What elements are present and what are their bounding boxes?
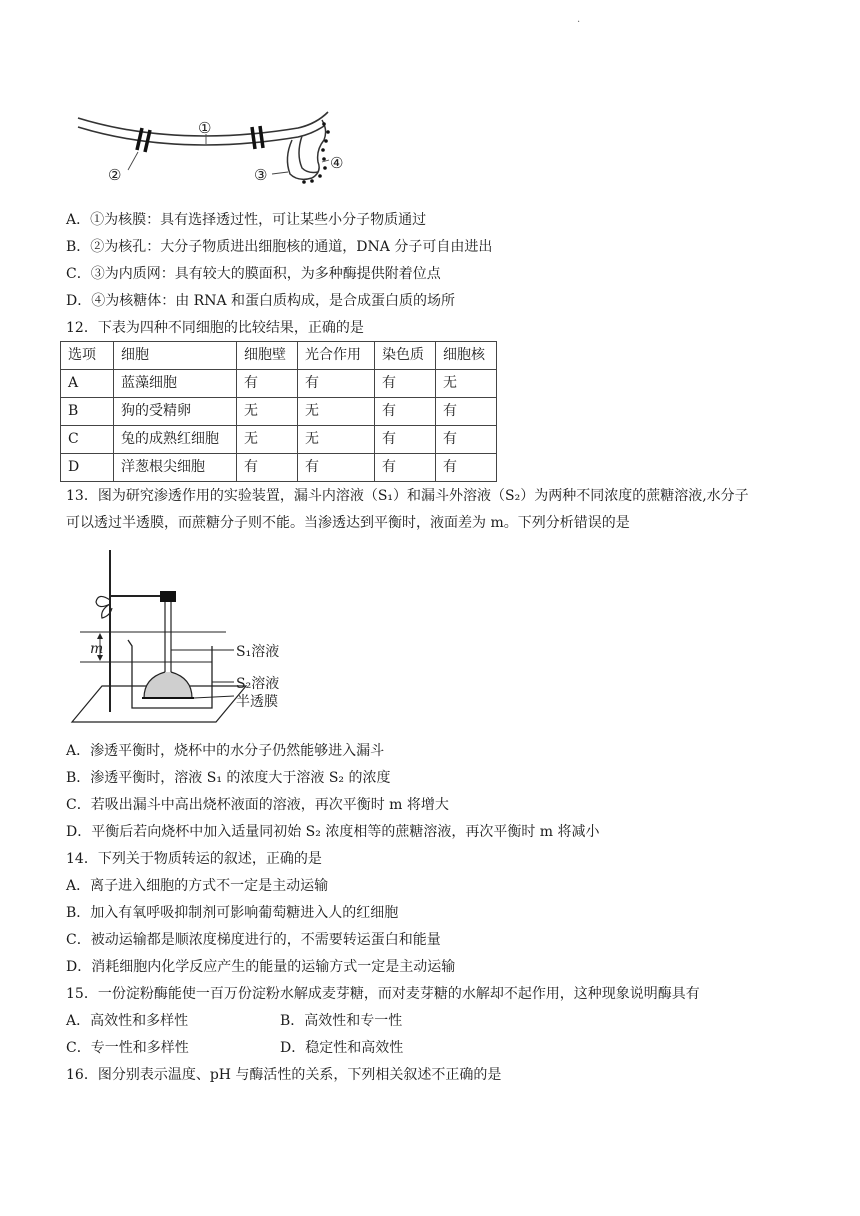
q14-option-c: C．被动运输都是顺浓度梯度进行的，不需要转运蛋白和能量	[66, 932, 441, 948]
table-row	[61, 370, 497, 398]
q15-option-d: D．稳定性和高效性	[280, 1040, 404, 1056]
table-cell: 无	[237, 426, 298, 454]
q13-option-b: B．渗透平衡时，溶液 S₁ 的浓度大于溶液 S₂ 的浓度	[66, 770, 391, 786]
q11-option-a: A．①为核膜：具有选择透过性，可让某些小分子物质通过	[66, 212, 427, 228]
table-row	[61, 426, 497, 454]
table-cell: A	[61, 370, 114, 398]
table-cell: B	[61, 398, 114, 426]
q13-option-a: A．渗透平衡时，烧杯中的水分子仍然能够进入漏斗	[66, 743, 385, 759]
table-cell: 有	[237, 370, 298, 398]
table-cell: 兔的成熟红细胞	[114, 426, 237, 454]
table-cell: 有	[375, 454, 436, 482]
q14-stem: 14．下列关于物质转运的叙述，正确的是	[66, 851, 322, 867]
q15-option-c: C．专一性和多样性	[66, 1040, 189, 1056]
q13-option-c: C．若吸出漏斗中高出烧杯液面的溶液，再次平衡时 m 将增大	[66, 797, 449, 813]
q14-option-d: D．消耗细胞内化学反应产生的能量的运输方式一定是主动运输	[66, 959, 456, 975]
table-header-cell: 细胞核	[436, 342, 497, 370]
table-cell: 有	[298, 370, 375, 398]
table-header-cell: 染色质	[375, 342, 436, 370]
table-cell: 洋葱根尖细胞	[114, 454, 237, 482]
table-header-cell: 细胞	[114, 342, 237, 370]
m-label: m	[90, 641, 104, 657]
table-cell: 有	[298, 454, 375, 482]
table-cell: C	[61, 426, 114, 454]
label-3: ③	[254, 166, 268, 184]
table-header-row	[61, 342, 497, 370]
table-header-cell: 细胞壁	[237, 342, 298, 370]
q16-stem: 16．图分别表示温度、pH 与酶活性的关系，下列相关叙述不正确的是	[66, 1067, 502, 1083]
q15-option-b: B．高效性和专一性	[280, 1013, 403, 1029]
table-cell: D	[61, 454, 114, 482]
q12-stem: 12．下表为四种不同细胞的比较结果，正确的是	[66, 320, 364, 336]
q13-stem-line2: 可以透过半透膜，而蔗糖分子则不能。当渗透达到平衡时，液面差为 m。下列分析错误的是	[66, 515, 630, 531]
s2-label: S₂溶液	[236, 676, 280, 692]
label-2: ②	[108, 166, 122, 184]
table-row	[61, 398, 497, 426]
table-cell: 无	[298, 426, 375, 454]
cell-comparison-table	[60, 341, 497, 482]
q13-option-d: D．平衡后若向烧杯中加入适量同初始 S₂ 浓度相等的蔗糖溶液，再次平衡时 m 将减小	[66, 824, 600, 840]
label-4: ④	[330, 154, 344, 172]
table-cell: 有	[375, 426, 436, 454]
table-cell: 狗的受精卵	[114, 398, 237, 426]
table-cell: 无	[298, 398, 375, 426]
table-cell: 有	[436, 426, 497, 454]
q11-option-d: D．④为核糖体：由 RNA 和蛋白质构成，是合成蛋白质的场所	[66, 293, 456, 309]
table-cell: 有	[237, 454, 298, 482]
q15-stem: 15．一份淀粉酶能使一百万份淀粉水解成麦芽糖，而对麦芽糖的水解却不起作用，这种现象说明酶具有	[66, 986, 700, 1002]
osmosis-apparatus-figure	[66, 544, 306, 728]
table-cell: 无	[436, 370, 497, 398]
table-cell: 蓝藻细胞	[114, 370, 237, 398]
table-cell: 有	[436, 454, 497, 482]
page-mark: .	[577, 14, 581, 25]
table-cell: 无	[237, 398, 298, 426]
table-header-cell: 光合作用	[298, 342, 375, 370]
q14-option-b: B．加入有氧呼吸抑制剂可影响葡萄糖进入人的红细胞	[66, 905, 399, 921]
q11-option-b: B．②为核孔：大分子物质进出细胞核的通道，DNA 分子可自由进出	[66, 239, 493, 255]
nuclear-envelope-figure	[66, 100, 366, 192]
q15-option-a: A．高效性和多样性	[66, 1013, 189, 1029]
q14-option-a: A．离子进入细胞的方式不一定是主动运输	[66, 878, 329, 894]
table-cell: 有	[375, 370, 436, 398]
table-header-cell: 选项	[61, 342, 114, 370]
table-cell: 有	[436, 398, 497, 426]
q13-stem-line1: 13．图为研究渗透作用的实验装置，漏斗内溶液（S₁）和漏斗外溶液（S₂）为两种不同浓度的蔗糖溶液,水分子	[66, 488, 749, 504]
table-row	[61, 454, 497, 482]
table-cell: 有	[375, 398, 436, 426]
q11-option-c: C．③为内质网：具有较大的膜面积，为多种酶提供附着位点	[66, 266, 441, 282]
s1-label: S₁溶液	[236, 644, 280, 660]
label-1: ①	[198, 119, 212, 137]
membrane-label: 半透膜	[236, 694, 278, 710]
